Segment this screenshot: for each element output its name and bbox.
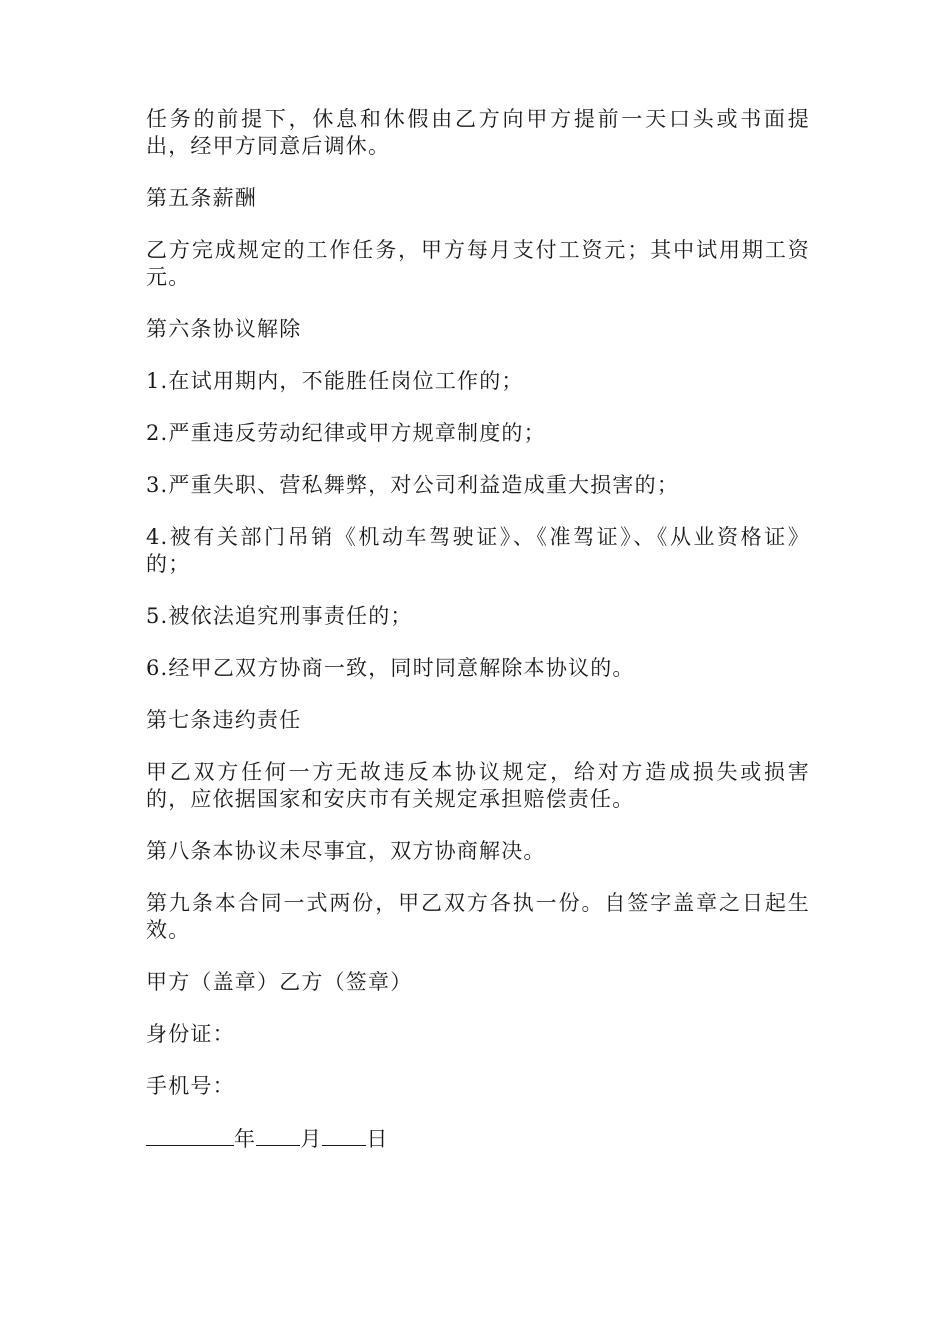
- month-blank: [256, 1125, 300, 1146]
- article-6-item-2: 2.严重违反劳动纪律或甲方规章制度的；: [146, 421, 546, 445]
- article-6-item-4: 4.被有关部门吊销《机动车驾驶证》、《准驾证》、《从业资格证》的；: [146, 525, 810, 576]
- article-9-text: 第九条本合同一式两份，甲乙双方各执一份。自签字盖章之日起生效。: [146, 891, 810, 942]
- article-5-text: 乙方完成规定的工作任务，甲方每月支付工资元；其中试用期工资元。: [146, 238, 810, 289]
- article-7-text: 甲乙双方任何一方无故违反本协议规定，给对方造成损失或损害的，应依据国家和安庆市有关规定承担赔偿责任。: [146, 760, 810, 811]
- day-label: 日: [366, 1127, 389, 1151]
- year-blank: [146, 1125, 234, 1146]
- id-card-label: 身份证：: [146, 1022, 235, 1046]
- day-blank: [322, 1125, 366, 1146]
- article-6-heading: 第六条协议解除: [146, 317, 302, 341]
- article-6-item-5: 5.被依法追究刑事责任的；: [146, 604, 413, 628]
- article-8-text: 第八条本协议未尽事宜，双方协商解决。: [146, 839, 546, 863]
- year-label: 年: [234, 1127, 257, 1151]
- article-6-item-1: 1.在试用期内，不能胜任岗位工作的；: [146, 369, 524, 393]
- article-5-heading: 第五条薪酬: [146, 186, 257, 210]
- signature-line: 甲方（盖章）乙方（签章）: [146, 970, 413, 994]
- phone-label: 手机号：: [146, 1074, 235, 1098]
- date-line: [146, 1125, 810, 1153]
- article-6-item-6: 6.经甲乙双方协商一致，同时同意解除本协议的。: [146, 656, 635, 680]
- rest-leave-continuation: 任务的前提下，休息和休假由乙方向甲方提前一天口头或书面提出，经甲方同意后调休。: [146, 107, 810, 158]
- article-7-heading: 第七条违约责任: [146, 708, 302, 732]
- article-6-item-3: 3.严重失职、营私舞弊，对公司利益造成重大损害的；: [146, 473, 680, 497]
- document-page: [146, 106, 810, 1153]
- month-label: 月: [300, 1127, 323, 1151]
